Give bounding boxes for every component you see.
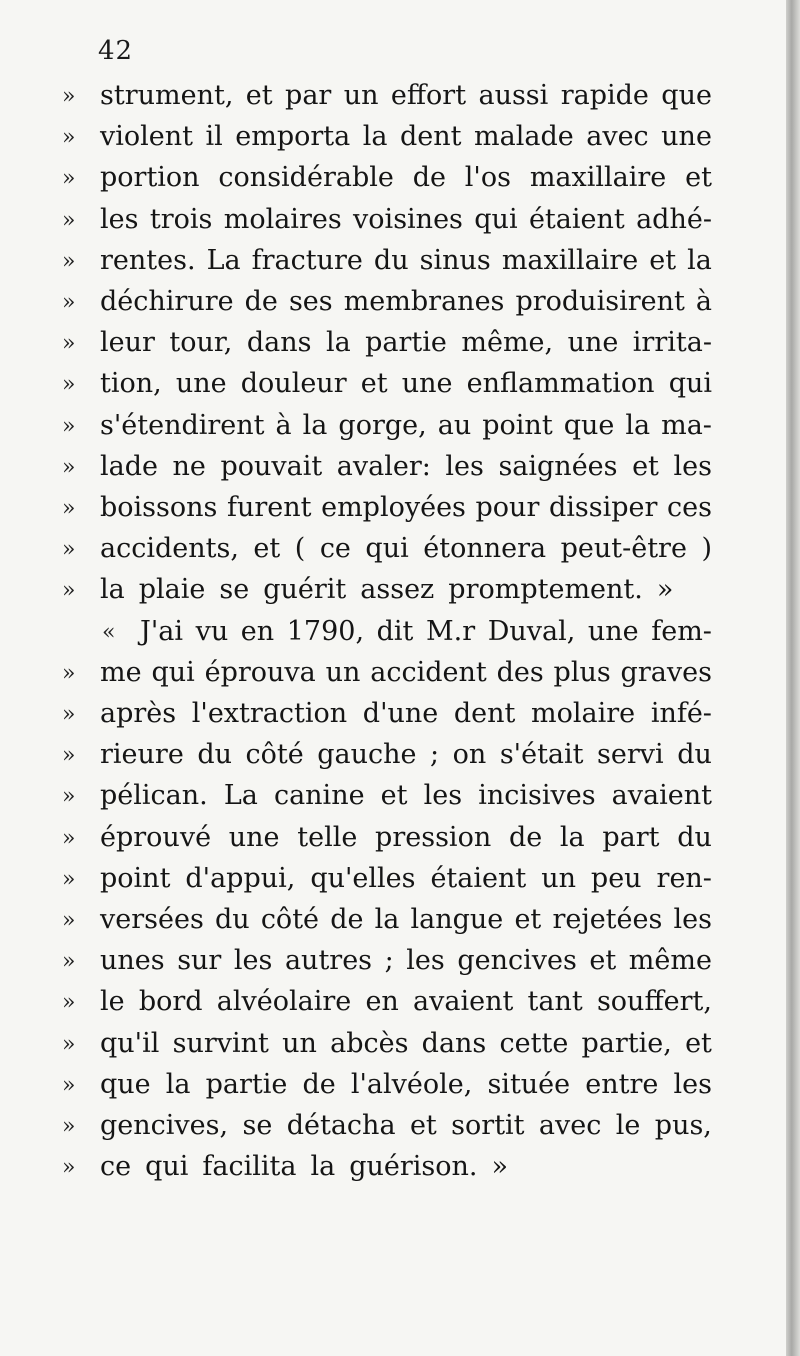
word: gauche bbox=[317, 739, 417, 771]
word: tant bbox=[527, 986, 583, 1018]
text-line bbox=[0, 904, 786, 944]
word: avaler: bbox=[336, 450, 431, 482]
word: la bbox=[100, 574, 125, 606]
word: produisirent bbox=[515, 286, 685, 317]
word: gencives, bbox=[100, 1110, 229, 1141]
text-line bbox=[0, 698, 786, 738]
word: graves bbox=[620, 656, 712, 688]
word: M.r bbox=[425, 615, 476, 647]
word: et bbox=[360, 368, 388, 400]
word: rieure bbox=[100, 739, 184, 771]
word: même bbox=[628, 945, 712, 977]
quote-mark: » bbox=[62, 990, 76, 1016]
quote-mark: « bbox=[102, 619, 116, 645]
word: de bbox=[244, 286, 278, 317]
word: telle bbox=[297, 821, 358, 853]
word: douleur bbox=[240, 368, 347, 400]
word: dans bbox=[246, 327, 312, 359]
word: à bbox=[275, 409, 292, 441]
word: les bbox=[233, 945, 273, 977]
line-text bbox=[100, 698, 712, 729]
quote-mark: » bbox=[62, 84, 76, 109]
line-text bbox=[100, 286, 712, 317]
quote-mark: » bbox=[62, 537, 76, 563]
word: une bbox=[567, 327, 619, 359]
text-line bbox=[0, 1028, 786, 1068]
word: et bbox=[632, 450, 659, 482]
word: au bbox=[437, 409, 472, 441]
word: partie bbox=[365, 327, 447, 359]
word: gorge, bbox=[338, 409, 427, 441]
word: rentes. bbox=[100, 244, 196, 276]
word: et bbox=[245, 80, 273, 111]
word: leur bbox=[100, 327, 155, 359]
word: souffert, bbox=[596, 986, 712, 1018]
word: J'ai bbox=[140, 615, 183, 647]
word: et bbox=[589, 945, 617, 977]
word: étonnera bbox=[423, 533, 547, 565]
word: employées bbox=[321, 492, 466, 523]
word: » bbox=[656, 574, 674, 606]
word: que bbox=[661, 80, 712, 111]
word: à bbox=[695, 286, 712, 317]
text-line bbox=[0, 410, 786, 450]
word: avaient bbox=[413, 986, 514, 1018]
page-number: 42 bbox=[98, 36, 134, 66]
word: il bbox=[205, 121, 223, 153]
text-line bbox=[0, 204, 786, 244]
quote-mark: » bbox=[62, 125, 76, 151]
word: éprouva bbox=[204, 656, 316, 688]
word: une bbox=[401, 368, 453, 400]
word: de bbox=[330, 904, 364, 935]
word: qui bbox=[151, 656, 195, 688]
word: avec bbox=[586, 121, 649, 153]
word: guérit bbox=[263, 574, 347, 606]
word: même, bbox=[461, 327, 554, 359]
line-text bbox=[100, 986, 712, 1017]
word: considérable bbox=[218, 162, 394, 194]
word: les bbox=[445, 450, 484, 482]
line-text bbox=[100, 1110, 712, 1141]
word: bord bbox=[138, 986, 203, 1018]
word: lade bbox=[100, 450, 158, 482]
quote-mark: » bbox=[62, 784, 76, 810]
word: ce bbox=[319, 533, 351, 565]
text-line bbox=[0, 574, 786, 614]
word: côté bbox=[260, 904, 320, 935]
word: fem- bbox=[651, 615, 712, 647]
word: pouvait bbox=[220, 450, 323, 482]
quote-mark: » bbox=[62, 248, 76, 274]
text-line bbox=[0, 780, 786, 820]
word: du bbox=[677, 739, 712, 771]
text-line bbox=[0, 121, 786, 161]
word: en bbox=[240, 615, 275, 647]
quote-mark: » bbox=[62, 1031, 76, 1057]
text-line bbox=[0, 945, 786, 985]
word: entre bbox=[585, 1068, 659, 1100]
word: et bbox=[685, 162, 712, 194]
text-line bbox=[0, 863, 786, 903]
word: versées bbox=[100, 904, 204, 935]
text-line bbox=[0, 451, 786, 491]
word: se bbox=[219, 574, 250, 606]
text-line bbox=[0, 368, 786, 408]
quote-mark: » bbox=[62, 743, 76, 769]
quote-mark: » bbox=[62, 660, 76, 686]
word: cette bbox=[499, 1027, 569, 1059]
word: et bbox=[409, 1110, 437, 1141]
word: guérison. bbox=[349, 1151, 478, 1183]
text-line bbox=[0, 1110, 786, 1150]
word: pour bbox=[475, 492, 540, 523]
text-line bbox=[0, 616, 786, 656]
line-text bbox=[100, 327, 712, 358]
word: sortit bbox=[451, 1110, 525, 1141]
word: ces bbox=[666, 492, 712, 523]
word: qui bbox=[365, 533, 409, 565]
word: vu bbox=[195, 615, 229, 647]
line-text bbox=[100, 945, 712, 976]
line-text bbox=[100, 780, 712, 811]
word: voisines bbox=[353, 203, 463, 235]
word: portion bbox=[100, 162, 200, 194]
word: une bbox=[175, 368, 227, 400]
word: dent bbox=[453, 698, 516, 729]
line-text bbox=[140, 616, 712, 647]
word: point bbox=[100, 862, 171, 894]
word: détacha bbox=[286, 1110, 396, 1141]
quote-mark: » bbox=[62, 413, 76, 439]
text-line bbox=[0, 245, 786, 285]
word: pression bbox=[375, 821, 492, 853]
line-text bbox=[100, 451, 712, 482]
word: langue bbox=[410, 904, 504, 935]
word: malade bbox=[474, 121, 574, 153]
word: éprouvé bbox=[100, 821, 212, 853]
word: rejetées bbox=[552, 904, 663, 935]
word: la bbox=[687, 244, 712, 276]
word: ma- bbox=[661, 409, 712, 441]
word: les bbox=[673, 450, 712, 482]
word: les bbox=[100, 203, 139, 235]
word: assez bbox=[360, 574, 435, 606]
word: un bbox=[325, 656, 361, 688]
word: emporta bbox=[235, 121, 351, 153]
quote-mark: » bbox=[62, 1155, 76, 1181]
line-text bbox=[100, 204, 712, 235]
text-line bbox=[0, 162, 786, 202]
word: ce bbox=[100, 1151, 132, 1183]
word: molaires bbox=[223, 203, 342, 235]
quote-mark: » bbox=[62, 949, 76, 975]
line-text bbox=[100, 657, 712, 688]
word: peut-être bbox=[560, 533, 687, 565]
word: les bbox=[673, 904, 712, 935]
text-line bbox=[0, 986, 786, 1026]
word: en bbox=[365, 986, 399, 1018]
word: plus bbox=[553, 656, 611, 688]
word: trois bbox=[149, 203, 213, 235]
word: ren- bbox=[656, 862, 712, 894]
word: et bbox=[380, 780, 408, 812]
word: étaient bbox=[430, 862, 527, 894]
line-text bbox=[100, 245, 712, 276]
line-text bbox=[100, 368, 712, 399]
word: et bbox=[514, 904, 542, 935]
word: du bbox=[373, 244, 409, 276]
word: un bbox=[282, 1027, 317, 1059]
word: La bbox=[223, 780, 258, 812]
word: dans bbox=[421, 1027, 487, 1059]
word: du bbox=[197, 739, 232, 771]
word: côté bbox=[245, 739, 304, 771]
word: la bbox=[310, 1151, 336, 1183]
word: qui bbox=[474, 203, 518, 235]
word: ; bbox=[384, 945, 394, 977]
line-text bbox=[100, 80, 712, 111]
word: unes bbox=[100, 945, 165, 977]
quote-mark: » bbox=[62, 331, 76, 357]
quote-mark: » bbox=[62, 496, 76, 521]
word: du bbox=[677, 821, 712, 853]
text-line bbox=[0, 286, 786, 326]
line-text bbox=[100, 1028, 712, 1059]
word: la bbox=[374, 904, 400, 935]
word: la bbox=[325, 327, 351, 359]
word: alvéolaire bbox=[216, 986, 352, 1018]
word: enflammation bbox=[466, 368, 655, 400]
word: de bbox=[302, 1068, 336, 1100]
word: partie, bbox=[581, 1027, 672, 1059]
word: et bbox=[685, 1027, 712, 1059]
word: incisives bbox=[478, 780, 596, 812]
word: pélican. bbox=[100, 780, 208, 812]
text-line bbox=[0, 1069, 786, 1109]
word: le bbox=[615, 1110, 641, 1141]
word: ; bbox=[430, 739, 440, 771]
quote-mark: » bbox=[62, 825, 76, 851]
word: l'extraction bbox=[191, 698, 348, 729]
word: située bbox=[487, 1068, 571, 1100]
word: par bbox=[285, 80, 332, 111]
word: les bbox=[406, 945, 445, 977]
line-text bbox=[100, 121, 712, 152]
word: une bbox=[228, 821, 280, 853]
word: avaient bbox=[611, 780, 712, 812]
word: qui bbox=[668, 368, 712, 400]
word: une bbox=[661, 121, 712, 153]
word: on bbox=[452, 739, 487, 771]
word: s'était bbox=[499, 739, 584, 771]
word: aussi bbox=[478, 80, 549, 111]
word: furent bbox=[226, 492, 312, 523]
text-line bbox=[0, 492, 786, 532]
word: plaie bbox=[138, 574, 206, 606]
line-text bbox=[100, 410, 712, 441]
word: une bbox=[587, 615, 639, 647]
word: la bbox=[625, 409, 651, 441]
word: la bbox=[559, 821, 585, 853]
word: les bbox=[423, 780, 463, 812]
word: rapide bbox=[560, 80, 649, 111]
quote-mark: » bbox=[62, 578, 76, 604]
word: gencives bbox=[457, 945, 577, 977]
word: de bbox=[412, 162, 446, 194]
word: le bbox=[100, 986, 125, 1018]
quote-mark: » bbox=[62, 1114, 76, 1139]
word: membranes bbox=[343, 286, 505, 317]
quote-mark: » bbox=[62, 1072, 76, 1098]
word: d'une bbox=[362, 698, 439, 729]
word: » bbox=[491, 1151, 509, 1183]
word: Duval, bbox=[487, 615, 576, 647]
word: La bbox=[206, 244, 241, 276]
word: des bbox=[496, 656, 544, 688]
word: qu'il bbox=[100, 1027, 160, 1059]
word: la bbox=[362, 121, 388, 153]
quote-mark: » bbox=[62, 908, 76, 933]
word: l'os bbox=[464, 162, 511, 194]
word: s'étendirent bbox=[100, 409, 265, 441]
text-line bbox=[0, 657, 786, 697]
word: que bbox=[100, 1068, 151, 1100]
quote-mark: » bbox=[62, 207, 76, 233]
line-text bbox=[100, 863, 712, 894]
word: dissiper bbox=[548, 492, 658, 523]
quote-mark: » bbox=[62, 866, 76, 892]
word: un bbox=[541, 862, 576, 894]
text-line bbox=[0, 822, 786, 862]
line-text bbox=[100, 904, 712, 935]
word: maxillaire bbox=[529, 162, 667, 194]
text-line bbox=[0, 533, 786, 573]
quote-mark: » bbox=[62, 166, 76, 192]
word: saignées bbox=[498, 450, 618, 482]
word: maxillaire bbox=[501, 244, 639, 276]
word: boissons bbox=[100, 492, 218, 523]
word: du bbox=[214, 904, 250, 935]
word: avec bbox=[538, 1110, 602, 1141]
word: canine bbox=[273, 780, 365, 812]
word: qui bbox=[145, 1151, 189, 1183]
word: d'appui, bbox=[185, 862, 296, 894]
word: 1790, bbox=[286, 615, 365, 647]
word: dent bbox=[400, 121, 462, 153]
word: part bbox=[602, 821, 660, 853]
word: la bbox=[165, 1068, 191, 1100]
text-line bbox=[0, 327, 786, 367]
quote-mark: » bbox=[62, 290, 76, 315]
word: les bbox=[673, 1068, 712, 1100]
word: et bbox=[253, 533, 281, 565]
word: irrita- bbox=[632, 327, 712, 359]
line-text bbox=[100, 492, 712, 523]
word: facilita bbox=[202, 1151, 297, 1183]
word: ) bbox=[701, 533, 712, 565]
line-text bbox=[100, 822, 712, 853]
quote-mark: » bbox=[62, 702, 76, 727]
word: accidents, bbox=[100, 533, 239, 565]
text-line bbox=[0, 80, 786, 120]
word: sur bbox=[177, 945, 222, 977]
word: tion, bbox=[100, 368, 162, 400]
word: fracture bbox=[251, 244, 363, 276]
word: strument, bbox=[100, 80, 234, 111]
word: l'alvéole, bbox=[350, 1068, 473, 1100]
word: que bbox=[563, 409, 615, 441]
word: un bbox=[343, 80, 379, 111]
word: se bbox=[242, 1110, 273, 1141]
text-line bbox=[0, 739, 786, 779]
line-text bbox=[100, 574, 720, 605]
word: la bbox=[302, 409, 328, 441]
line-text bbox=[100, 1069, 712, 1100]
page-edge bbox=[786, 0, 800, 1356]
word: après bbox=[100, 698, 177, 729]
word: infé- bbox=[650, 698, 712, 729]
word: de bbox=[508, 821, 543, 853]
line-text bbox=[100, 162, 712, 193]
word: sinus bbox=[419, 244, 491, 276]
word: accident bbox=[370, 656, 487, 688]
line-text bbox=[100, 739, 712, 770]
word: ne bbox=[172, 450, 206, 482]
word: effort bbox=[390, 80, 467, 111]
word: survint bbox=[172, 1027, 269, 1059]
word: étaient bbox=[528, 203, 625, 235]
text-line bbox=[0, 1151, 786, 1191]
word: peu bbox=[590, 862, 642, 894]
quote-mark: » bbox=[62, 454, 76, 480]
word: et bbox=[649, 244, 677, 276]
word: pus, bbox=[654, 1110, 712, 1141]
word: qu'elles bbox=[310, 862, 416, 894]
word: dit bbox=[376, 615, 414, 647]
word: adhé- bbox=[636, 203, 712, 235]
word: autres bbox=[284, 945, 373, 977]
word: servi bbox=[597, 739, 664, 771]
word: promptement. bbox=[448, 574, 643, 606]
word: ( bbox=[294, 533, 306, 565]
word: molaire bbox=[531, 698, 636, 729]
line-text bbox=[100, 1151, 720, 1182]
word: violent bbox=[100, 121, 193, 153]
line-text bbox=[100, 533, 712, 564]
word: tour, bbox=[169, 327, 233, 359]
quote-mark: » bbox=[62, 372, 76, 398]
word: me bbox=[100, 656, 142, 688]
word: point bbox=[482, 409, 553, 441]
word: partie bbox=[205, 1068, 288, 1100]
word: abcès bbox=[330, 1027, 409, 1059]
word: déchirure bbox=[100, 286, 234, 317]
word: ses bbox=[288, 286, 333, 317]
